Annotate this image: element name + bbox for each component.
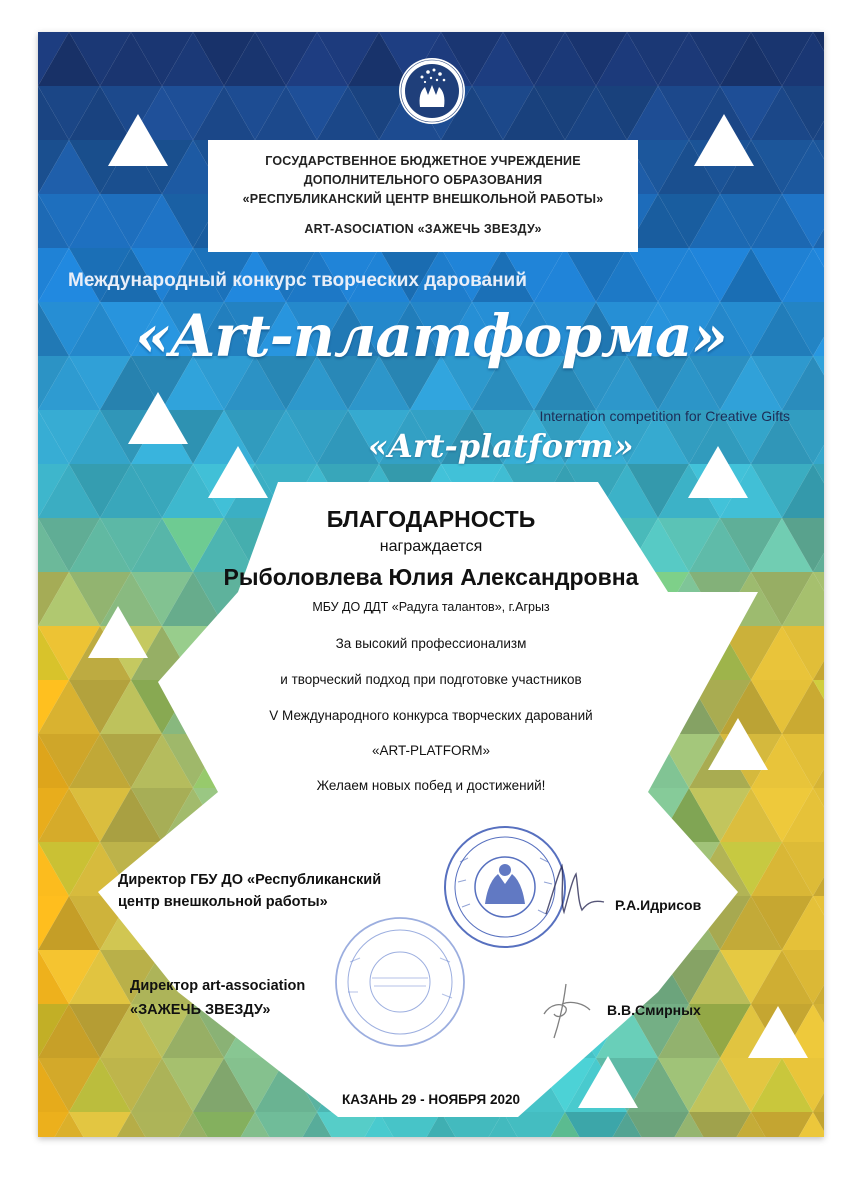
body-line-2: и творческий подход при подготовке участников bbox=[280, 672, 582, 687]
signatory-2-title-line-2: «ЗАЖЕЧЬ ЗВЕЗДУ» bbox=[130, 1002, 271, 1018]
round-stamp-art-association bbox=[330, 912, 470, 1052]
art-association-logo bbox=[398, 57, 466, 125]
body-line-4: «ART-PLATFORM» bbox=[371, 743, 491, 758]
signatory-2-title-line-1: Директор art-association bbox=[130, 978, 306, 994]
signatory-1-title-line-1: Директор ГБУ ДО «Республиканский bbox=[118, 872, 382, 888]
place-and-date: КАЗАНЬ 29 - НОЯБРЯ 2020 bbox=[341, 1092, 521, 1107]
header-association: ART-ASOCIATION «ЗАЖЕЧЬ ЗВЕЗДУ» bbox=[304, 222, 542, 236]
awarded-label: награждается bbox=[379, 538, 483, 555]
header-line-1: ГОСУДАРСТВЕННОЕ БЮДЖЕТНОЕ УЧРЕЖДЕНИЕ bbox=[265, 154, 581, 168]
signature-smirnykh bbox=[532, 974, 602, 1044]
signatory-2-name: В.В.Смирных bbox=[607, 1002, 701, 1018]
body-line-5: Желаем новых побед и достижений! bbox=[316, 778, 546, 793]
signatory-1-name: Р.А.Идрисов bbox=[615, 897, 702, 913]
header-line-2: ДОПОЛНИТЕЛЬНОГО ОБРАЗОВАНИЯ bbox=[303, 173, 543, 187]
recipient-name: Рыболовлева Юлия Александровна bbox=[223, 564, 639, 590]
signatory-1-title-line-2: центр внешкольной работы» bbox=[118, 894, 328, 910]
competition-title-ru: «Art-платформа» bbox=[135, 302, 727, 370]
signature-idrisov bbox=[538, 856, 608, 926]
recipient-organization: МБУ ДО ДДТ «Радуга талантов», г.Агрыз bbox=[312, 600, 550, 614]
header-line-3: «РЕСПУБЛИКАНСКИЙ ЦЕНТР ВНЕШКОЛЬНОЙ РАБОТЫ» bbox=[242, 192, 604, 206]
body-line-3: V Международного конкурса творческих дарований bbox=[269, 708, 593, 723]
competition-subtitle-en: Internation competition for Creative Gifts bbox=[539, 408, 790, 424]
certificate-heading: БЛАГОДАРНОСТЬ bbox=[326, 506, 536, 532]
competition-subtitle-ru: Международный конкурс творческих дарований bbox=[68, 270, 527, 291]
competition-title-en: «Art-platform» bbox=[368, 427, 634, 465]
body-line-1: За высокий профессионализм bbox=[335, 636, 527, 651]
certificate bbox=[38, 32, 824, 1137]
